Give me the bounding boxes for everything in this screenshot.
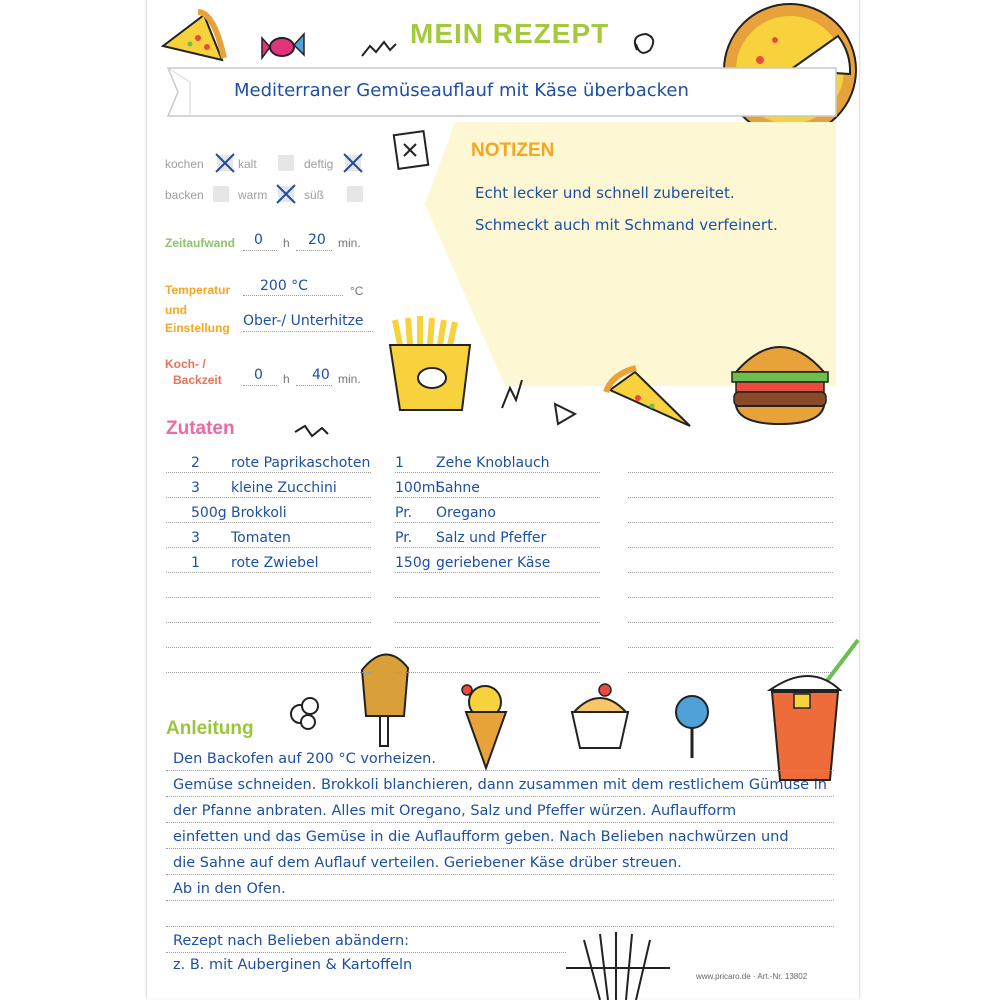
instruction-line-1[interactable]: Den Backofen auf 200 °C vorheizen.	[173, 751, 436, 767]
pizza-slice-icon	[163, 12, 224, 60]
ingredient-qty[interactable]: 100ml	[395, 480, 440, 496]
ingredient-qty[interactable]: Pr.	[395, 505, 413, 521]
instruction-line-8[interactable]: Rezept nach Belieben abändern:	[173, 933, 410, 949]
ingredient-qty[interactable]: 2	[191, 455, 200, 471]
backzeit-label: Koch- /	[165, 357, 206, 371]
category-label-warm: warm	[238, 188, 268, 202]
zeitaufwand-min-unit: min.	[338, 236, 361, 250]
ingredient-name[interactable]: kleine Zucchini	[231, 480, 337, 496]
backzeit-hours[interactable]: 0	[254, 367, 263, 383]
ingredient-qty[interactable]: 1	[191, 555, 200, 571]
card-icon	[394, 131, 428, 169]
ingredient-name[interactable]: Sahne	[436, 480, 480, 496]
ingredient-name[interactable]: Brokkoli	[231, 505, 287, 521]
zeitaufwand-minutes[interactable]: 20	[308, 232, 326, 248]
ingredient-name[interactable]: Oregano	[436, 505, 496, 521]
popsicle-icon	[362, 654, 408, 746]
notes-title: NOTIZEN	[471, 140, 555, 161]
category-label-kalt: kalt	[238, 157, 257, 171]
ingredient-name[interactable]: geriebener Käse	[436, 555, 551, 571]
recipe-name: Mediterraner Gemüseauflauf mit Käse überbacken	[234, 80, 689, 101]
lollipop-icon	[676, 696, 708, 758]
instructions-title: Anleitung	[166, 718, 254, 739]
ingredient-name[interactable]: Salz und Pfeffer	[436, 530, 547, 546]
instruction-line-6[interactable]: Ab in den Ofen.	[173, 881, 286, 897]
ingredient-qty[interactable]: 1	[395, 455, 404, 471]
ingredient-qty[interactable]: 3	[191, 530, 200, 546]
category-label-backen: backen	[165, 188, 204, 202]
note-line-1[interactable]: Echt lecker und schnell zubereitet.	[475, 184, 735, 202]
checkbox-warm[interactable]	[276, 184, 296, 204]
category-label-suess: süß	[304, 188, 325, 202]
footer-text: www.pricaro.de · Art.-Nr. 13802	[696, 972, 808, 981]
ingredient-qty[interactable]: 500g	[191, 505, 227, 521]
category-label-deftig: deftig	[304, 157, 334, 171]
temperature-unit: °C	[350, 284, 364, 298]
ingredient-name[interactable]: Zehe Knoblauch	[436, 455, 550, 471]
zeitaufwand-h-unit: h	[283, 236, 290, 250]
instruction-line-9[interactable]: z. B. mit Auberginen & Kartoffeln	[173, 957, 413, 973]
squiggle-icon	[362, 42, 396, 56]
category-label-kochen: kochen	[165, 157, 204, 171]
checkbox-suess[interactable]	[347, 186, 363, 202]
backzeit-minutes[interactable]: 40	[312, 367, 330, 383]
fries-icon	[390, 316, 470, 410]
page-title: MEIN REZEPT	[410, 18, 610, 49]
checkbox-kalt[interactable]	[278, 155, 294, 171]
ingredient-qty[interactable]: 150g	[395, 555, 431, 571]
ingredients-title: Zutaten	[166, 418, 235, 439]
ingredient-name[interactable]: rote Paprikaschoten	[231, 455, 371, 471]
zeitaufwand-hours[interactable]: 0	[254, 232, 263, 248]
ingredient-qty[interactable]: 3	[191, 480, 200, 496]
ice-cream-icon	[462, 685, 506, 768]
zeitaufwand-label: Zeitaufwand	[165, 236, 236, 250]
cupcake-icon	[572, 684, 628, 748]
temperature-setting[interactable]: Ober-/ Unterhitze	[243, 313, 364, 329]
checkbox-backen[interactable]	[213, 186, 229, 202]
spiral-icon	[635, 34, 653, 53]
temperatur-label: Temperatur	[165, 283, 231, 297]
candy-icon	[262, 34, 304, 58]
note-line-2[interactable]: Schmeckt auch mit Schmand verfeinert.	[475, 216, 778, 234]
squiggle-icon	[295, 426, 328, 436]
checkbox-kochen[interactable]	[215, 153, 235, 173]
checkbox-deftig[interactable]	[343, 153, 363, 173]
instruction-line-2[interactable]: Gemüse schneiden. Brokkoli blanchieren, dann zusammen mit dem restlichem Gümuse in	[173, 777, 827, 793]
ingredient-name[interactable]: rote Zwiebel	[231, 555, 319, 571]
fries-icon	[566, 932, 670, 1000]
triangle-icon	[555, 404, 575, 424]
drink-cup-icon	[770, 640, 858, 780]
instruction-line-3[interactable]: der Pfanne anbraten. Alles mit Oregano, Salz und Pfeffer würzen. Auflaufform	[173, 803, 737, 819]
instruction-line-4[interactable]: einfetten und das Gemüse in die Auflaufform geben. Nach Belieben nachwürzen und	[173, 829, 789, 845]
ingredient-qty[interactable]: Pr.	[395, 530, 413, 546]
instruction-line-5[interactable]: die Sahne auf dem Auflauf verteilen. Geriebener Käse drüber streuen.	[173, 855, 682, 871]
temperature-value[interactable]: 200 °C	[260, 278, 308, 294]
popcorn-icon	[291, 698, 318, 729]
ingredient-name[interactable]: Tomaten	[231, 530, 291, 546]
